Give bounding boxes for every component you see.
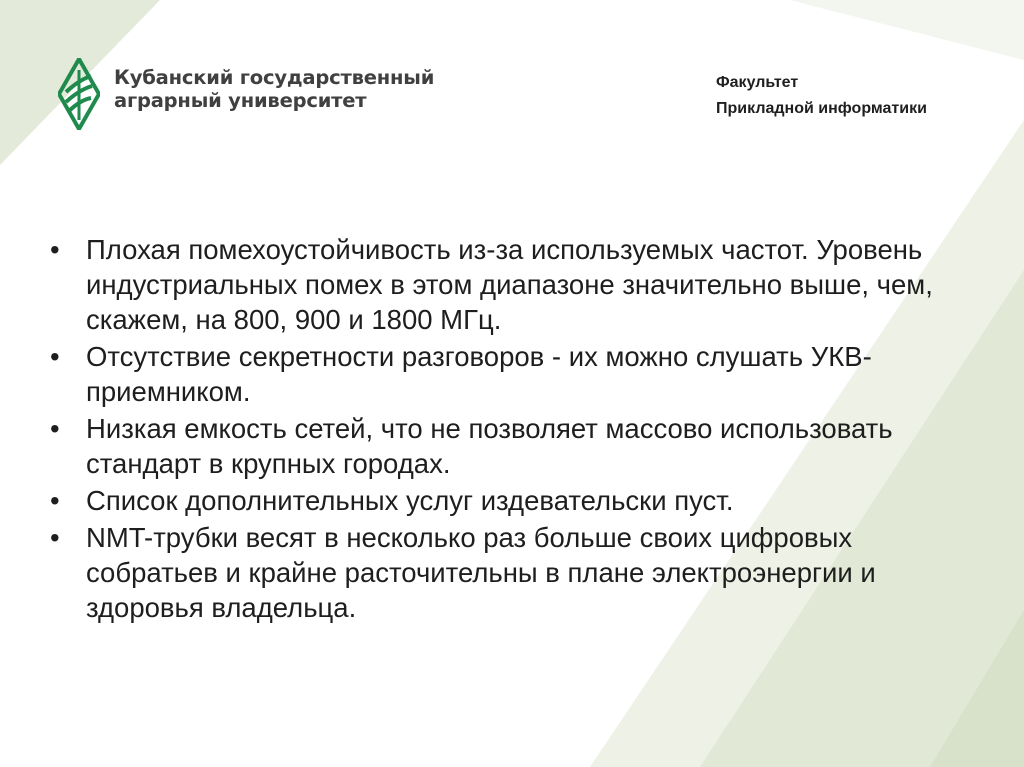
list-item [50,232,990,337]
bullet-text: NMT-трубки весят в несколько раз больше своих цифровых собратьев и крайне расточительны в плане электроэнергии и здоровья владельца. [86,522,876,623]
list-item [50,520,990,625]
bullet-text: Плохая помехоустойчивость из-за используемых частот. Уровень индустриальных помех в этом диапазоне значительно выше, чем, скажем, на 800, 900 и 1800 МГц. [86,234,933,335]
bullet-icon: • [50,413,60,444]
university-logo [58,58,435,130]
bullet-icon: • [50,234,60,265]
faculty-line2: Прикладной информатики [716,100,927,117]
bullet-text: Список дополнительных услуг издевательски пуст. [86,485,734,516]
bullet-text: Низкая емкость сетей, что не позволяет массово использовать стандарт в крупных городах. [86,413,893,479]
list-item [50,411,990,481]
university-name-line2: аграрный университет [114,89,367,112]
bullet-icon: • [50,485,60,516]
university-name-line1: Кубанский государственный [114,66,435,89]
university-emblem-icon [58,58,100,130]
list-item [50,483,990,518]
bullet-list [50,232,990,627]
list-item [50,339,990,409]
university-name [114,66,434,112]
faculty-line1: Факультет [716,74,799,91]
bullet-icon: • [50,341,60,372]
faculty-title [716,70,927,122]
bullet-text: Отсутствие секретности разговоров - их можно слушать УКВ-приемником. [86,341,872,407]
bullet-icon: • [50,522,60,553]
